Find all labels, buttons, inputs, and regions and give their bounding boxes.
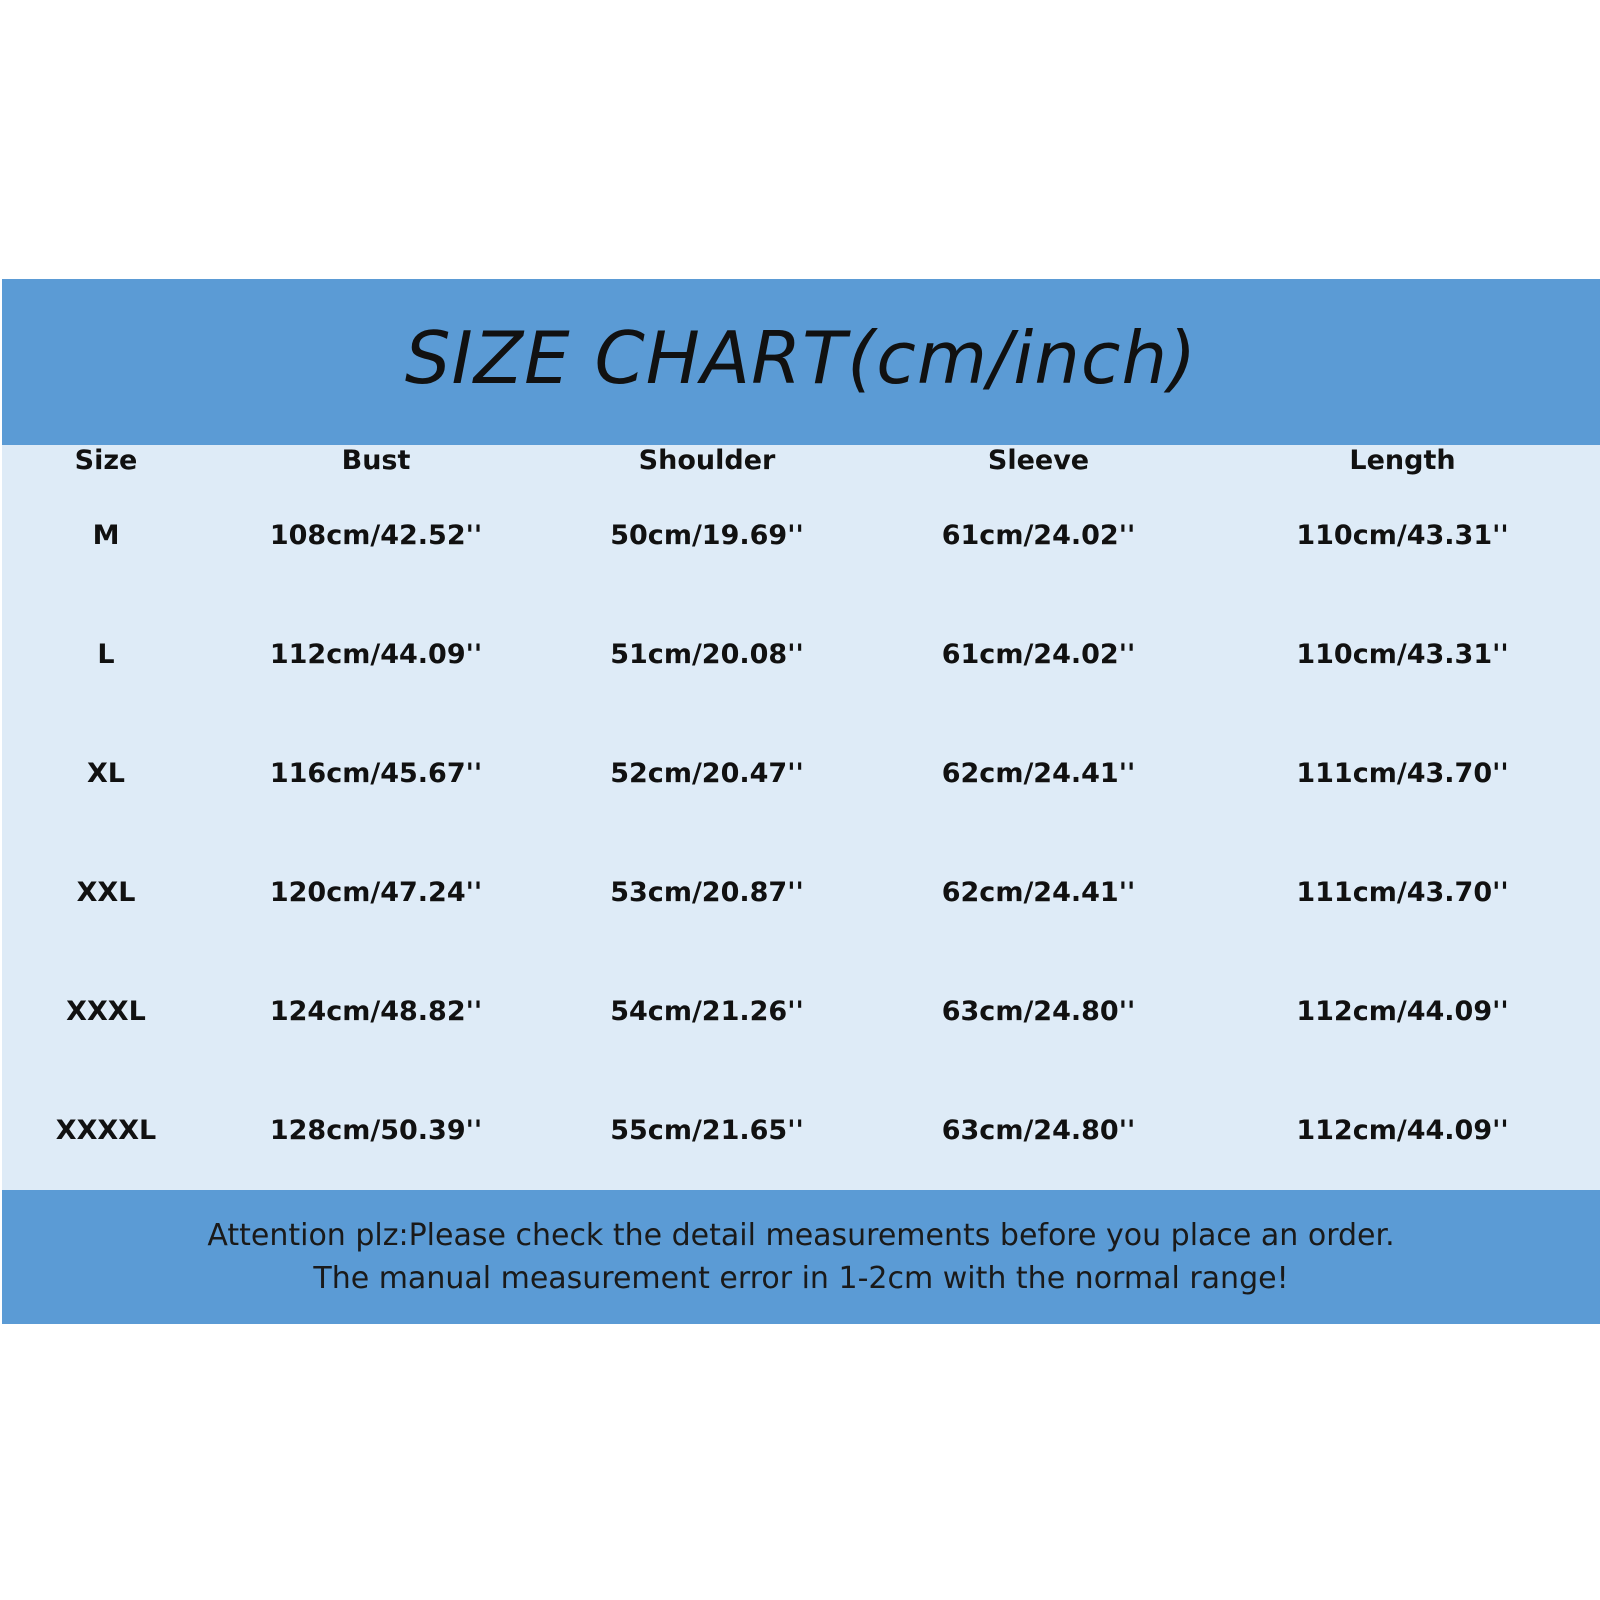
cell-sleeve: 63cm/24.80'': [941, 1115, 1136, 1146]
cell-sleeve: 62cm/24.41'': [941, 758, 1136, 789]
cell-shoulder: 53cm/20.87'': [610, 877, 804, 908]
cell-bust: 108cm/42.52'': [269, 520, 483, 551]
cell-size: XXXXL: [55, 1115, 157, 1146]
cell-length: 110cm/43.31'': [1296, 639, 1509, 670]
table-row: [2, 1071, 1600, 1190]
cell-length: 112cm/44.09'': [1296, 1115, 1509, 1146]
cell-sleeve: 62cm/24.41'': [941, 877, 1136, 908]
table-header-row: [2, 445, 1600, 476]
title-band: [2, 279, 1600, 445]
cell-size: XXL: [76, 877, 136, 908]
notice-line-1: Attention plz:Please check the detail measurements before you place an order.: [207, 1218, 1395, 1253]
table-row: [2, 833, 1600, 952]
table-row: [2, 595, 1600, 714]
header-length: Length: [1349, 445, 1456, 476]
table-row: [2, 952, 1600, 1071]
notice-band: [2, 1190, 1600, 1324]
table-row: [2, 714, 1600, 833]
cell-shoulder: 51cm/20.08'': [610, 639, 804, 670]
cell-bust: 128cm/50.39'': [269, 1115, 483, 1146]
chart-title: SIZE CHART(cm/inch): [404, 316, 1198, 400]
cell-size: XL: [86, 758, 126, 789]
header-shoulder: Shoulder: [638, 445, 776, 476]
cell-length: 111cm/43.70'': [1296, 758, 1509, 789]
cell-length: 110cm/43.31'': [1296, 520, 1509, 551]
cell-sleeve: 63cm/24.80'': [941, 996, 1136, 1027]
size-table: [2, 445, 1600, 1190]
cell-bust: 124cm/48.82'': [269, 996, 483, 1027]
cell-shoulder: 54cm/21.26'': [610, 996, 804, 1027]
cell-length: 111cm/43.70'': [1296, 877, 1509, 908]
table-area: [2, 445, 1600, 1190]
cell-bust: 112cm/44.09'': [269, 639, 483, 670]
cell-shoulder: 50cm/19.69'': [610, 520, 804, 551]
header-bust: Bust: [341, 445, 411, 476]
cell-size: XXXL: [66, 996, 146, 1027]
cell-bust: 120cm/47.24'': [269, 877, 483, 908]
notice-line-2: The manual measurement error in 1-2cm with the normal range!: [313, 1261, 1289, 1296]
cell-length: 112cm/44.09'': [1296, 996, 1509, 1027]
cell-size: M: [92, 520, 120, 551]
cell-shoulder: 52cm/20.47'': [610, 758, 804, 789]
table-row: [2, 476, 1600, 595]
cell-bust: 116cm/45.67'': [269, 758, 483, 789]
header-size: Size: [74, 445, 138, 476]
cell-shoulder: 55cm/21.65'': [610, 1115, 804, 1146]
cell-sleeve: 61cm/24.02'': [941, 639, 1136, 670]
cell-size: L: [97, 639, 115, 670]
cell-sleeve: 61cm/24.02'': [941, 520, 1136, 551]
size-chart: [2, 279, 1600, 1324]
header-sleeve: Sleeve: [987, 445, 1090, 476]
